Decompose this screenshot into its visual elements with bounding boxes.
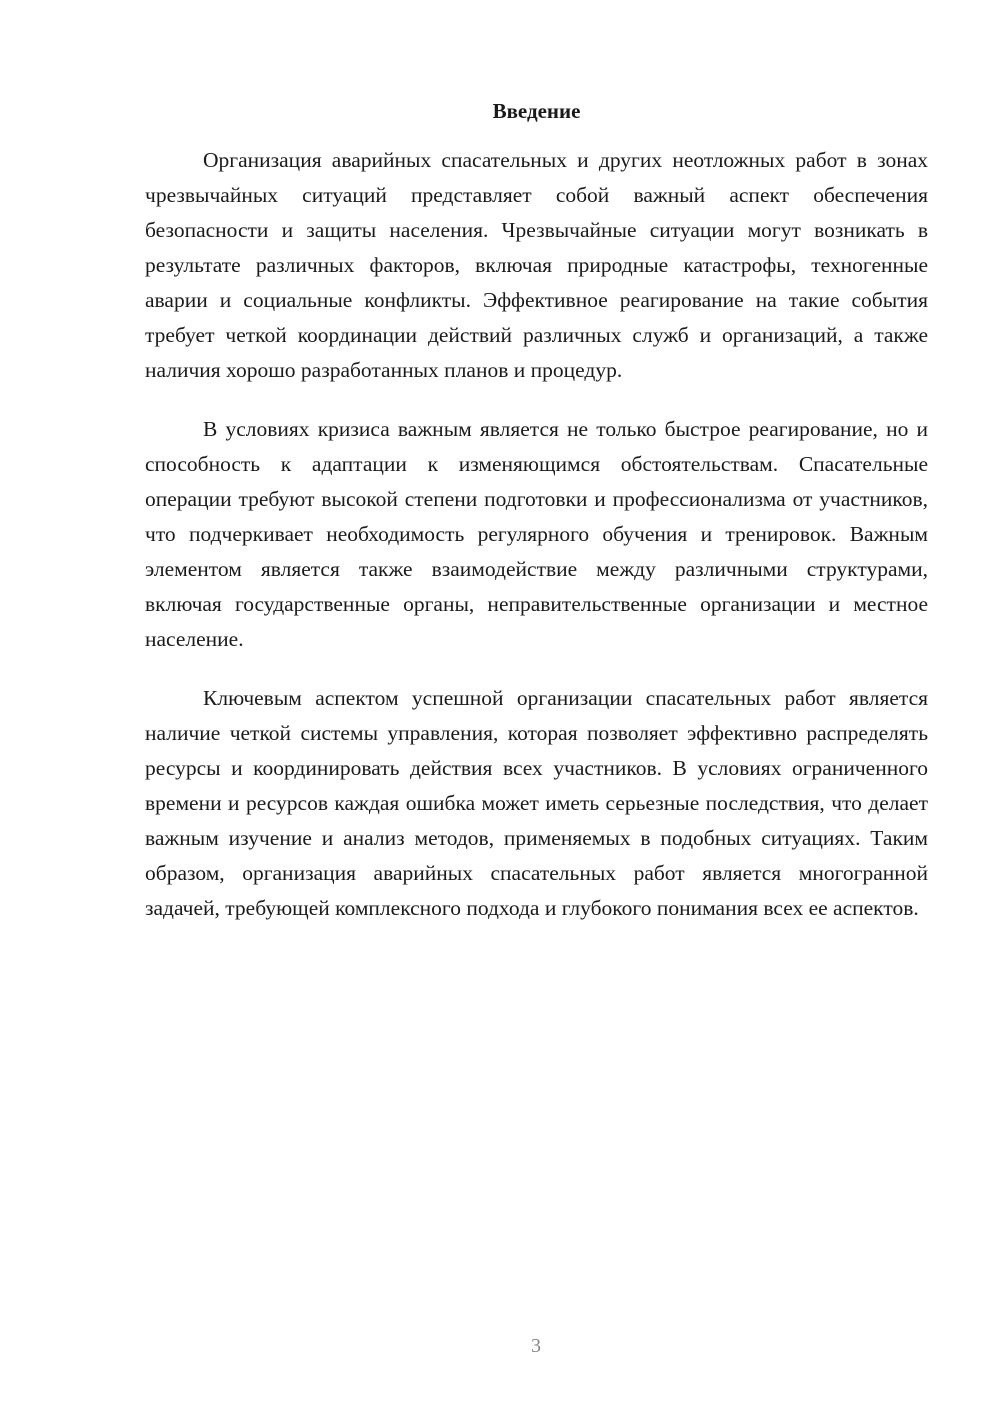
- page-number: 3: [531, 1335, 541, 1357]
- page-title: Введение: [492, 99, 581, 123]
- body-text: [145, 143, 928, 950]
- paragraph-1: Организация аварийных спасательных и других неотложных работ в зонах чрезвычайных ситуаций представляет собой важный аспект обеспечения безопасности и защиты населения. Чрезвычайные ситуации могут возникать в результате различных факторов, включая природные катастрофы, техногенные аварии и социальные конфликты. Эффективное реагирование на такие события требует четкой координации действий различных служб и организаций, а также наличия хорошо разработанных планов и процедур.: [145, 148, 928, 382]
- paragraph-3: Ключевым аспектом успешной организации спасательных работ является наличие четкой системы управления, которая позволяет эффективно распределять ресурсы и координировать действия всех участников. В условиях ограниченного времени и ресурсов каждая ошибка может иметь серьезные последствия, что делает важным изучение и анализ методов, применяемых в подобных ситуациях. Таким образом, организация аварийных спасательных работ является многогранной задачей, требующей комплексного подхода и глубокого понимания всех ее аспектов.: [145, 686, 928, 920]
- paragraph-2: В условиях кризиса важным является не только быстрое реагирование, но и способность к адаптации к изменяющимся обстоятельствам. Спасательные операции требуют высокой степени подготовки и профессионализма от участников, что подчеркивает необходимость регулярного обучения и тренировок. Важным элементом является также взаимодействие между различными структурами, включая государственные органы, неправительственные организации и местное население.: [145, 417, 928, 651]
